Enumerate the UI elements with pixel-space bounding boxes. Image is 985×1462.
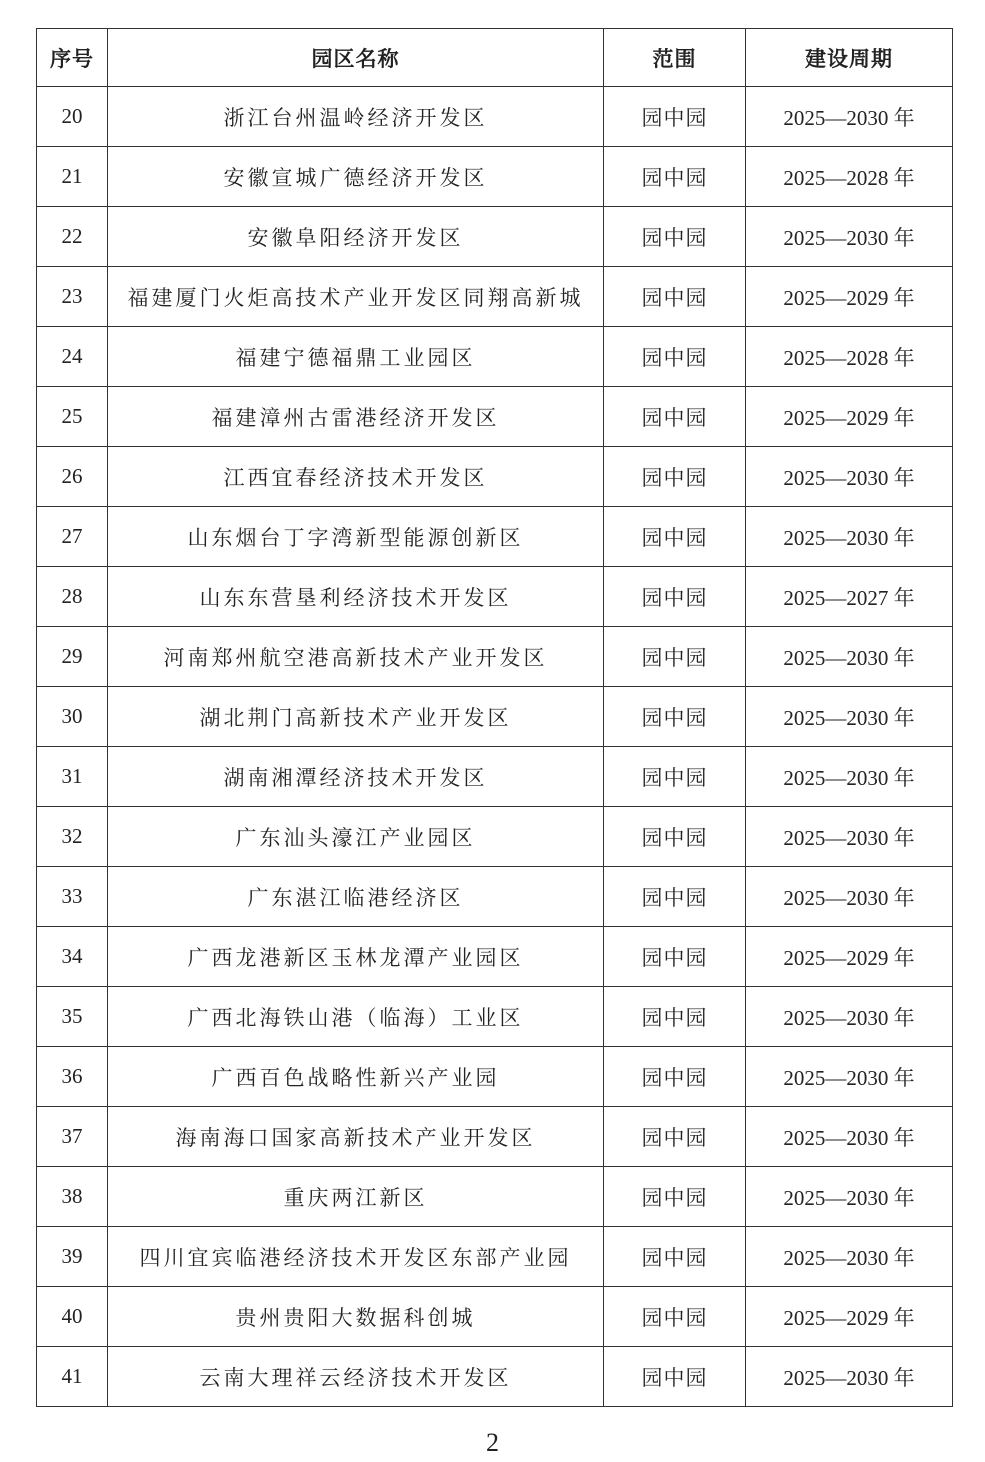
table-row — [37, 147, 953, 207]
cell-no: 27 — [37, 507, 108, 567]
table-row — [37, 1167, 953, 1227]
cell-period: 2025—2030 年 — [746, 687, 953, 747]
table-row — [37, 1047, 953, 1107]
cell-park-name: 山东烟台丁字湾新型能源创新区 — [108, 507, 604, 567]
cell-park-name: 广东湛江临港经济区 — [108, 867, 604, 927]
cell-park-name: 福建漳州古雷港经济开发区 — [108, 387, 604, 447]
cell-no: 29 — [37, 627, 108, 687]
table-row — [37, 87, 953, 147]
cell-scope: 园中园 — [604, 927, 746, 987]
cell-scope: 园中园 — [604, 147, 746, 207]
cell-scope: 园中园 — [604, 567, 746, 627]
cell-scope: 园中园 — [604, 1287, 746, 1347]
cell-park-name: 安徽宣城广德经济开发区 — [108, 147, 604, 207]
cell-no: 23 — [37, 267, 108, 327]
cell-scope: 园中园 — [604, 1047, 746, 1107]
cell-period: 2025—2029 年 — [746, 927, 953, 987]
table-row — [37, 627, 953, 687]
cell-park-name: 浙江台州温岭经济开发区 — [108, 87, 604, 147]
cell-no: 24 — [37, 327, 108, 387]
cell-park-name: 福建宁德福鼎工业园区 — [108, 327, 604, 387]
table-body — [37, 87, 953, 1407]
cell-period: 2025—2030 年 — [746, 807, 953, 867]
cell-park-name: 湖南湘潭经济技术开发区 — [108, 747, 604, 807]
cell-scope: 园中园 — [604, 807, 746, 867]
table-header-row — [37, 29, 953, 87]
park-table — [36, 28, 953, 1407]
cell-scope: 园中园 — [604, 627, 746, 687]
cell-park-name: 广西龙港新区玉林龙潭产业园区 — [108, 927, 604, 987]
cell-period: 2025—2028 年 — [746, 327, 953, 387]
cell-park-name: 贵州贵阳大数据科创城 — [108, 1287, 604, 1347]
cell-no: 37 — [37, 1107, 108, 1167]
table-row — [37, 567, 953, 627]
cell-no: 38 — [37, 1167, 108, 1227]
cell-period: 2025—2029 年 — [746, 1287, 953, 1347]
cell-no: 21 — [37, 147, 108, 207]
header-scope: 范围 — [604, 29, 746, 87]
cell-period: 2025—2030 年 — [746, 507, 953, 567]
header-period: 建设周期 — [746, 29, 953, 87]
cell-period: 2025—2030 年 — [746, 987, 953, 1047]
cell-period: 2025—2029 年 — [746, 387, 953, 447]
cell-no: 41 — [37, 1347, 108, 1407]
cell-scope: 园中园 — [604, 1347, 746, 1407]
table-row — [37, 507, 953, 567]
cell-period: 2025—2027 年 — [746, 567, 953, 627]
cell-no: 34 — [37, 927, 108, 987]
cell-no: 36 — [37, 1047, 108, 1107]
cell-period: 2025—2030 年 — [746, 87, 953, 147]
table-row — [37, 267, 953, 327]
cell-scope: 园中园 — [604, 387, 746, 447]
table-row — [37, 807, 953, 867]
cell-period: 2025—2030 年 — [746, 627, 953, 687]
table-row — [37, 327, 953, 387]
cell-period: 2025—2030 年 — [746, 1047, 953, 1107]
cell-period: 2025—2028 年 — [746, 147, 953, 207]
cell-scope: 园中园 — [604, 87, 746, 147]
cell-period: 2025—2030 年 — [746, 1347, 953, 1407]
cell-scope: 园中园 — [604, 267, 746, 327]
cell-no: 25 — [37, 387, 108, 447]
table-row — [37, 1287, 953, 1347]
cell-no: 40 — [37, 1287, 108, 1347]
table-row — [37, 987, 953, 1047]
cell-scope: 园中园 — [604, 507, 746, 567]
cell-park-name: 山东东营垦利经济技术开发区 — [108, 567, 604, 627]
cell-park-name: 广西北海铁山港（临海）工业区 — [108, 987, 604, 1047]
cell-scope: 园中园 — [604, 1227, 746, 1287]
cell-no: 33 — [37, 867, 108, 927]
table-row — [37, 927, 953, 987]
cell-no: 39 — [37, 1227, 108, 1287]
page-number: 2 — [486, 1428, 499, 1457]
cell-scope: 园中园 — [604, 687, 746, 747]
header-no: 序号 — [37, 29, 108, 87]
cell-period: 2025—2030 年 — [746, 747, 953, 807]
cell-park-name: 四川宜宾临港经济技术开发区东部产业园 — [108, 1227, 604, 1287]
cell-scope: 园中园 — [604, 747, 746, 807]
cell-park-name: 福建厦门火炬高技术产业开发区同翔高新城 — [108, 267, 604, 327]
cell-scope: 园中园 — [604, 867, 746, 927]
cell-no: 31 — [37, 747, 108, 807]
cell-park-name: 安徽阜阳经济开发区 — [108, 207, 604, 267]
cell-period: 2025—2030 年 — [746, 1107, 953, 1167]
cell-period: 2025—2030 年 — [746, 1167, 953, 1227]
header-name: 园区名称 — [108, 29, 604, 87]
cell-no: 35 — [37, 987, 108, 1047]
cell-period: 2025—2029 年 — [746, 267, 953, 327]
table-row — [37, 1347, 953, 1407]
table-row — [37, 687, 953, 747]
cell-period: 2025—2030 年 — [746, 1227, 953, 1287]
cell-no: 20 — [37, 87, 108, 147]
cell-park-name: 湖北荆门高新技术产业开发区 — [108, 687, 604, 747]
table-row — [37, 447, 953, 507]
cell-park-name: 云南大理祥云经济技术开发区 — [108, 1347, 604, 1407]
cell-no: 22 — [37, 207, 108, 267]
cell-scope: 园中园 — [604, 447, 746, 507]
cell-scope: 园中园 — [604, 207, 746, 267]
cell-park-name: 海南海口国家高新技术产业开发区 — [108, 1107, 604, 1167]
table-row — [37, 867, 953, 927]
cell-park-name: 江西宜春经济技术开发区 — [108, 447, 604, 507]
cell-no: 30 — [37, 687, 108, 747]
cell-scope: 园中园 — [604, 1167, 746, 1227]
cell-no: 26 — [37, 447, 108, 507]
cell-scope: 园中园 — [604, 987, 746, 1047]
cell-scope: 园中园 — [604, 327, 746, 387]
cell-park-name: 重庆两江新区 — [108, 1167, 604, 1227]
cell-park-name: 广西百色战略性新兴产业园 — [108, 1047, 604, 1107]
cell-no: 32 — [37, 807, 108, 867]
cell-scope: 园中园 — [604, 1107, 746, 1167]
table-row — [37, 207, 953, 267]
cell-park-name: 河南郑州航空港高新技术产业开发区 — [108, 627, 604, 687]
table-row — [37, 1107, 953, 1167]
table-row — [37, 387, 953, 447]
cell-park-name: 广东汕头濠江产业园区 — [108, 807, 604, 867]
table-row — [37, 747, 953, 807]
cell-period: 2025—2030 年 — [746, 207, 953, 267]
cell-period: 2025—2030 年 — [746, 867, 953, 927]
cell-period: 2025—2030 年 — [746, 447, 953, 507]
table-row — [37, 1227, 953, 1287]
cell-no: 28 — [37, 567, 108, 627]
